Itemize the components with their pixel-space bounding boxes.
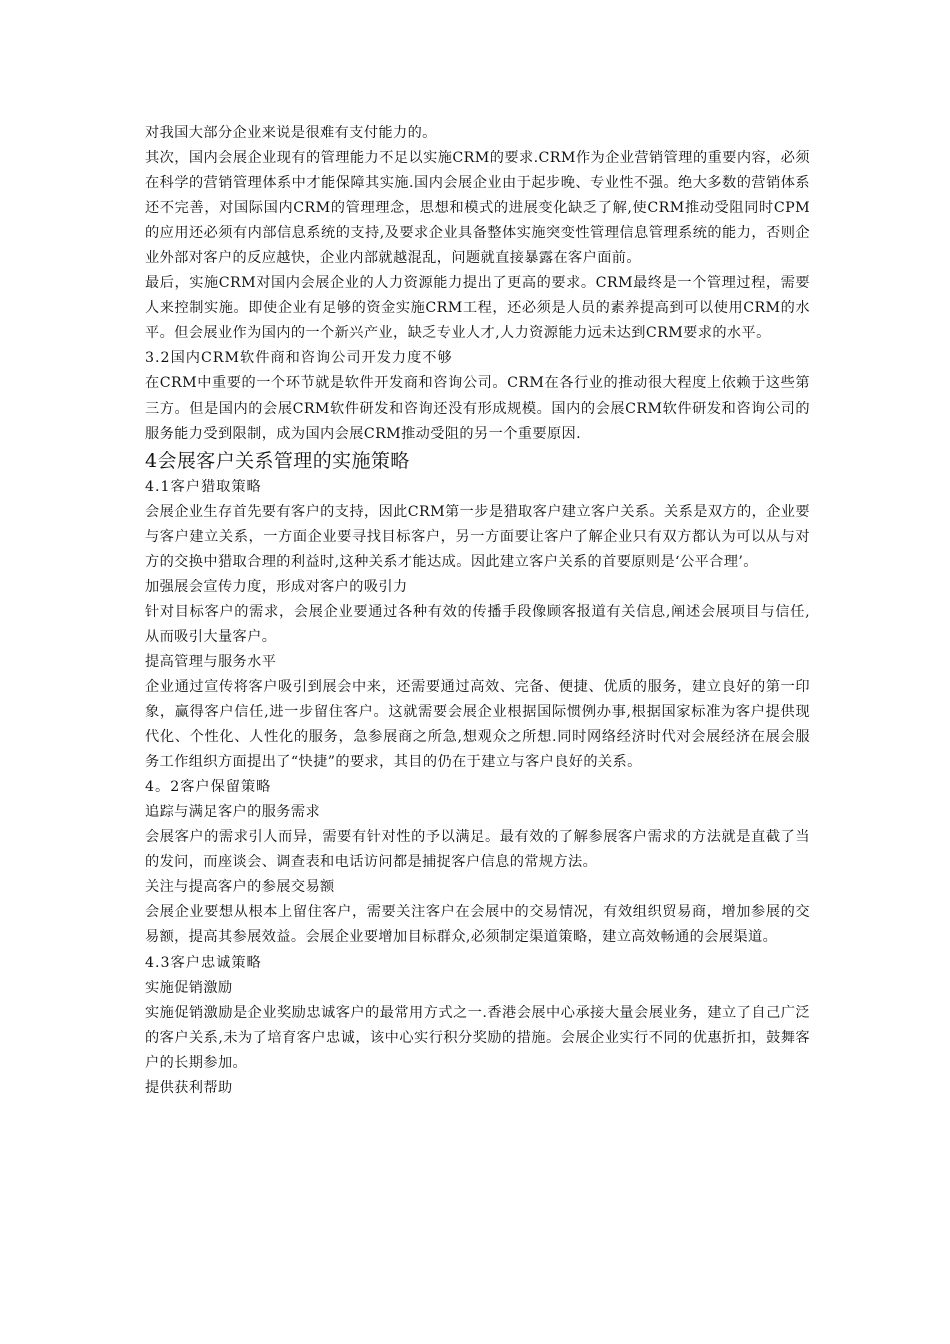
paragraph-trade-volume: 会展企业要想从根本上留住客户，需要关注客户在会展中的交易情况，有效组织贸易商，增加参展的交易额，提高其参展效益。会展企业要增加目标群众,必须制定渠道策略，建立高效畅通的会展渠道。 [145,904,810,946]
paragraph-promotion: 针对目标客户的需求，会展企业要通过各种有效的传播手段像顾客报道有关信息,阐述会展项目与信任,从而吸引大量客户。 [145,603,810,645]
heading-4-1: 4.1客户猎取策略 [145,478,262,495]
paragraph-acquisition: 会展企业生存首先要有客户的支持，因此CRM第一步是猎取客户建立客户关系。关系是双方的，企业要与客户建立关系，一方面企业要寻找目标客户，另一方面要让客户了解企业只有双方都认为可以从与对方的交换中猎取合理的利益时,这种关系才能达成。因此建立客户关系的首要原则是‘公平合理’。 [145,503,810,570]
paragraph-incentives: 实施促销激励是企业奖励忠诚客户的最常用方式之一.香港会展中心承接大量会展业务，建立了自己广泛的客户关系,未为了培育客户忠诚，该中心实行积分奖励的措施。会展企业实行不同的优惠折扣，鼓舞客户的长期参加。 [145,1004,810,1071]
paragraph-tracking-needs: 会展客户的需求引人而异，需要有针对性的予以满足。最有效的了解参展客户需求的方法就是直截了当的发问，而座谈会、调查表和电话访问都是捕捉客户信息的常规方法。 [145,829,810,871]
paragraph-continuation: 对我国大部分企业来说是很难有支付能力的。 [145,125,437,141]
subheading-trade-volume: 关注与提高客户的参展交易额 [145,879,335,896]
subheading-incentives: 实施促销激励 [145,979,233,996]
heading-3-2: 3.2国内CRM软件商和咨询公司开发力度不够 [145,350,453,367]
heading-4-3: 4.3客户忠诚策略 [145,954,262,971]
subheading-profit-help: 提供获利帮助 [145,1079,233,1096]
subheading-promotion: 加强展会宣传力度，形成对客户的吸引力 [145,578,408,595]
paragraph-human-resources: 最后，实施CRM对国内会展企业的人力资源能力提出了更高的要求。CRM最终是一个管理过程，需要人来控制实施。即使企业有足够的资金实施CRM工程，还必须是人员的素养提高到可以使用CRM的水平。但会展业作为国内的一个新兴产业，缺乏专业人才,人力资源能力远未达到CRM要求的水平。 [145,275,810,342]
document-body [145,121,810,1101]
paragraph-software-vendors: 在CRM中重要的一个环节就是软件开发商和咨询公司。CRM在各行业的推动很大程度上依赖于这些第三方。但是国内的会展CRM软件研发和咨询还没有形成规模。国内的会展CRM软件研发和咨询公司的服务能力受到限制，成为国内会展CRM推动受阻的另一个重要原因. [145,375,810,442]
heading-4-2: 4。2客户保留策略 [145,779,272,796]
paragraph-management-capability: 其次，国内会展企业现有的管理能力不足以实施CRM的要求.CRM作为企业营销管理的重要内容，必须在科学的营销管理体系中才能保障其实施.国内会展企业由于起步晚、专业性不强。绝大多数的营销体系还不完善，对国际国内CRM的管理理念，思想和模式的进展变化缺乏了解,使CRM推动受阻同时CPM的应用还必须有内部信息系统的支持,及要求企业具备整体实施突变性管理信息管理系统的能力，否则企业外部对客户的反应越快，企业内部就越混乱，问题就直接暴露在客户面前。 [145,150,810,267]
subheading-tracking-needs: 追踪与满足客户的服务需求 [145,804,321,821]
subheading-service-level: 提高管理与服务水平 [145,653,277,670]
paragraph-service-level: 企业通过宣传将客户吸引到展会中来，还需要通过高效、完备、便捷、优质的服务，建立良好的第一印象，赢得客户信任,进一步留住客户。这就需要会展企业根据国际惯例办事,根据国家标准为客户提供现代化、个性化、人性化的服务，急参展商之所急,想观众之所想.同时网络经济时代对会展经济在展会服务工作组织方面提出了“快捷”的要求，其目的仍在于建立与客户良好的关系。 [145,678,810,771]
heading-4: 4会展客户关系管理的实施策略 [145,449,410,472]
